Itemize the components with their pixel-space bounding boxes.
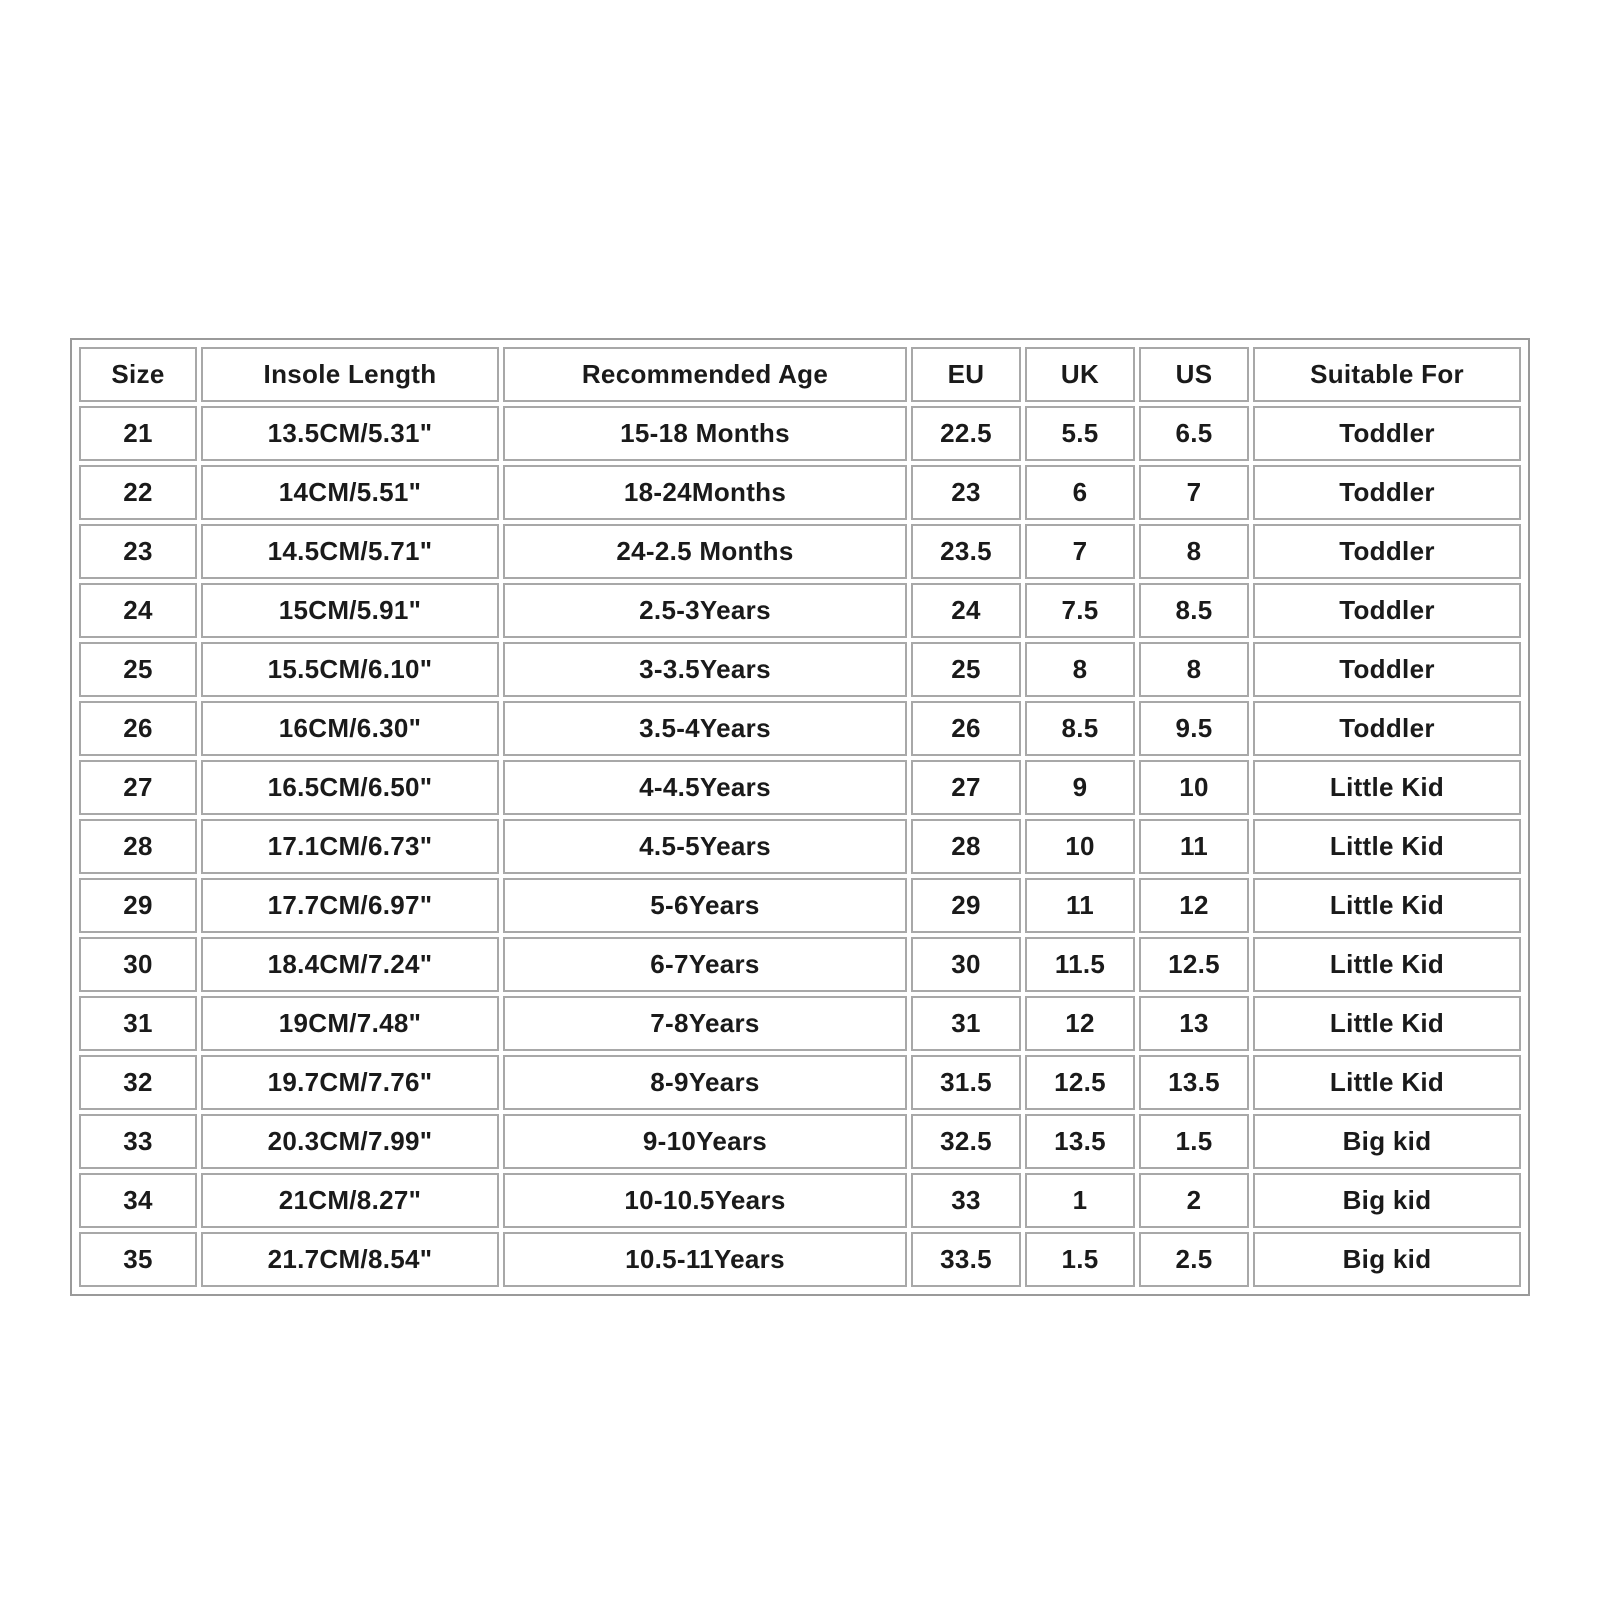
cell-uk: 8.5	[1025, 701, 1135, 756]
cell-eu: 27	[911, 760, 1021, 815]
cell-us: 1.5	[1139, 1114, 1249, 1169]
cell-insole-length: 15CM/5.91"	[201, 583, 499, 638]
cell-insole-length: 14CM/5.51"	[201, 465, 499, 520]
cell-size: 30	[79, 937, 197, 992]
cell-size: 34	[79, 1173, 197, 1228]
table-row	[79, 524, 1521, 579]
cell-size: 24	[79, 583, 197, 638]
table-row	[79, 406, 1521, 461]
cell-suitable-for: Little Kid	[1253, 760, 1521, 815]
cell-uk: 6	[1025, 465, 1135, 520]
cell-eu: 33.5	[911, 1232, 1021, 1287]
cell-insole-length: 16.5CM/6.50"	[201, 760, 499, 815]
cell-insole-length: 17.7CM/6.97"	[201, 878, 499, 933]
cell-insole-length: 21.7CM/8.54"	[201, 1232, 499, 1287]
cell-uk: 12.5	[1025, 1055, 1135, 1110]
cell-insole-length: 15.5CM/6.10"	[201, 642, 499, 697]
cell-recommended-age: 18-24Months	[503, 465, 907, 520]
cell-size: 26	[79, 701, 197, 756]
cell-suitable-for: Little Kid	[1253, 996, 1521, 1051]
cell-suitable-for: Little Kid	[1253, 819, 1521, 874]
cell-eu: 24	[911, 583, 1021, 638]
table-row	[79, 819, 1521, 874]
cell-recommended-age: 8-9Years	[503, 1055, 907, 1110]
cell-suitable-for: Little Kid	[1253, 1055, 1521, 1110]
cell-suitable-for: Big kid	[1253, 1232, 1521, 1287]
header-row	[79, 347, 1521, 402]
header-uk: UK	[1025, 347, 1135, 402]
cell-size: 25	[79, 642, 197, 697]
table-row	[79, 1173, 1521, 1228]
size-table	[75, 343, 1525, 1291]
cell-size: 35	[79, 1232, 197, 1287]
cell-eu: 22.5	[911, 406, 1021, 461]
cell-insole-length: 20.3CM/7.99"	[201, 1114, 499, 1169]
cell-suitable-for: Big kid	[1253, 1114, 1521, 1169]
cell-us: 7	[1139, 465, 1249, 520]
cell-eu: 28	[911, 819, 1021, 874]
cell-size: 29	[79, 878, 197, 933]
cell-us: 8.5	[1139, 583, 1249, 638]
cell-recommended-age: 10-10.5Years	[503, 1173, 907, 1228]
cell-us: 12.5	[1139, 937, 1249, 992]
cell-size: 28	[79, 819, 197, 874]
cell-suitable-for: Big kid	[1253, 1173, 1521, 1228]
cell-suitable-for: Toddler	[1253, 465, 1521, 520]
table-row	[79, 937, 1521, 992]
cell-insole-length: 14.5CM/5.71"	[201, 524, 499, 579]
cell-uk: 7	[1025, 524, 1135, 579]
cell-insole-length: 19.7CM/7.76"	[201, 1055, 499, 1110]
cell-eu: 31.5	[911, 1055, 1021, 1110]
cell-uk: 7.5	[1025, 583, 1135, 638]
cell-uk: 5.5	[1025, 406, 1135, 461]
cell-us: 11	[1139, 819, 1249, 874]
cell-recommended-age: 10.5-11Years	[503, 1232, 907, 1287]
size-chart	[70, 338, 1530, 1296]
cell-uk: 11	[1025, 878, 1135, 933]
header-recommended-age: Recommended Age	[503, 347, 907, 402]
cell-uk: 10	[1025, 819, 1135, 874]
cell-insole-length: 17.1CM/6.73"	[201, 819, 499, 874]
cell-recommended-age: 2.5-3Years	[503, 583, 907, 638]
cell-uk: 9	[1025, 760, 1135, 815]
cell-uk: 13.5	[1025, 1114, 1135, 1169]
cell-us: 13.5	[1139, 1055, 1249, 1110]
cell-size: 33	[79, 1114, 197, 1169]
cell-size: 32	[79, 1055, 197, 1110]
cell-us: 2	[1139, 1173, 1249, 1228]
cell-size: 23	[79, 524, 197, 579]
table-row	[79, 760, 1521, 815]
cell-suitable-for: Toddler	[1253, 642, 1521, 697]
table-row	[79, 583, 1521, 638]
cell-insole-length: 18.4CM/7.24"	[201, 937, 499, 992]
table-row	[79, 1055, 1521, 1110]
header-size: Size	[79, 347, 197, 402]
table-row	[79, 1114, 1521, 1169]
cell-eu: 30	[911, 937, 1021, 992]
cell-us: 8	[1139, 524, 1249, 579]
cell-us: 12	[1139, 878, 1249, 933]
cell-suitable-for: Toddler	[1253, 406, 1521, 461]
header-insole-length: Insole Length	[201, 347, 499, 402]
cell-uk: 1	[1025, 1173, 1135, 1228]
cell-uk: 11.5	[1025, 937, 1135, 992]
cell-us: 8	[1139, 642, 1249, 697]
cell-insole-length: 19CM/7.48"	[201, 996, 499, 1051]
cell-size: 22	[79, 465, 197, 520]
cell-suitable-for: Toddler	[1253, 583, 1521, 638]
table-row	[79, 1232, 1521, 1287]
cell-eu: 33	[911, 1173, 1021, 1228]
cell-size: 21	[79, 406, 197, 461]
cell-eu: 23.5	[911, 524, 1021, 579]
cell-uk: 8	[1025, 642, 1135, 697]
cell-eu: 26	[911, 701, 1021, 756]
cell-recommended-age: 4-4.5Years	[503, 760, 907, 815]
cell-recommended-age: 7-8Years	[503, 996, 907, 1051]
cell-suitable-for: Toddler	[1253, 701, 1521, 756]
header-us: US	[1139, 347, 1249, 402]
header-suitable-for: Suitable For	[1253, 347, 1521, 402]
cell-eu: 29	[911, 878, 1021, 933]
cell-eu: 31	[911, 996, 1021, 1051]
cell-recommended-age: 5-6Years	[503, 878, 907, 933]
cell-recommended-age: 3.5-4Years	[503, 701, 907, 756]
cell-recommended-age: 9-10Years	[503, 1114, 907, 1169]
table-row	[79, 701, 1521, 756]
cell-recommended-age: 15-18 Months	[503, 406, 907, 461]
cell-us: 10	[1139, 760, 1249, 815]
cell-us: 6.5	[1139, 406, 1249, 461]
cell-eu: 23	[911, 465, 1021, 520]
table-row	[79, 465, 1521, 520]
cell-us: 13	[1139, 996, 1249, 1051]
cell-recommended-age: 24-2.5 Months	[503, 524, 907, 579]
cell-eu: 25	[911, 642, 1021, 697]
cell-suitable-for: Little Kid	[1253, 878, 1521, 933]
table-body	[79, 406, 1521, 1287]
header-eu: EU	[911, 347, 1021, 402]
cell-uk: 12	[1025, 996, 1135, 1051]
cell-us: 2.5	[1139, 1232, 1249, 1287]
cell-insole-length: 13.5CM/5.31"	[201, 406, 499, 461]
cell-eu: 32.5	[911, 1114, 1021, 1169]
cell-insole-length: 16CM/6.30"	[201, 701, 499, 756]
table-row	[79, 878, 1521, 933]
cell-size: 27	[79, 760, 197, 815]
cell-size: 31	[79, 996, 197, 1051]
table-row	[79, 996, 1521, 1051]
cell-recommended-age: 4.5-5Years	[503, 819, 907, 874]
cell-recommended-age: 3-3.5Years	[503, 642, 907, 697]
cell-uk: 1.5	[1025, 1232, 1135, 1287]
cell-recommended-age: 6-7Years	[503, 937, 907, 992]
table-row	[79, 642, 1521, 697]
cell-us: 9.5	[1139, 701, 1249, 756]
cell-insole-length: 21CM/8.27"	[201, 1173, 499, 1228]
cell-suitable-for: Toddler	[1253, 524, 1521, 579]
cell-suitable-for: Little Kid	[1253, 937, 1521, 992]
